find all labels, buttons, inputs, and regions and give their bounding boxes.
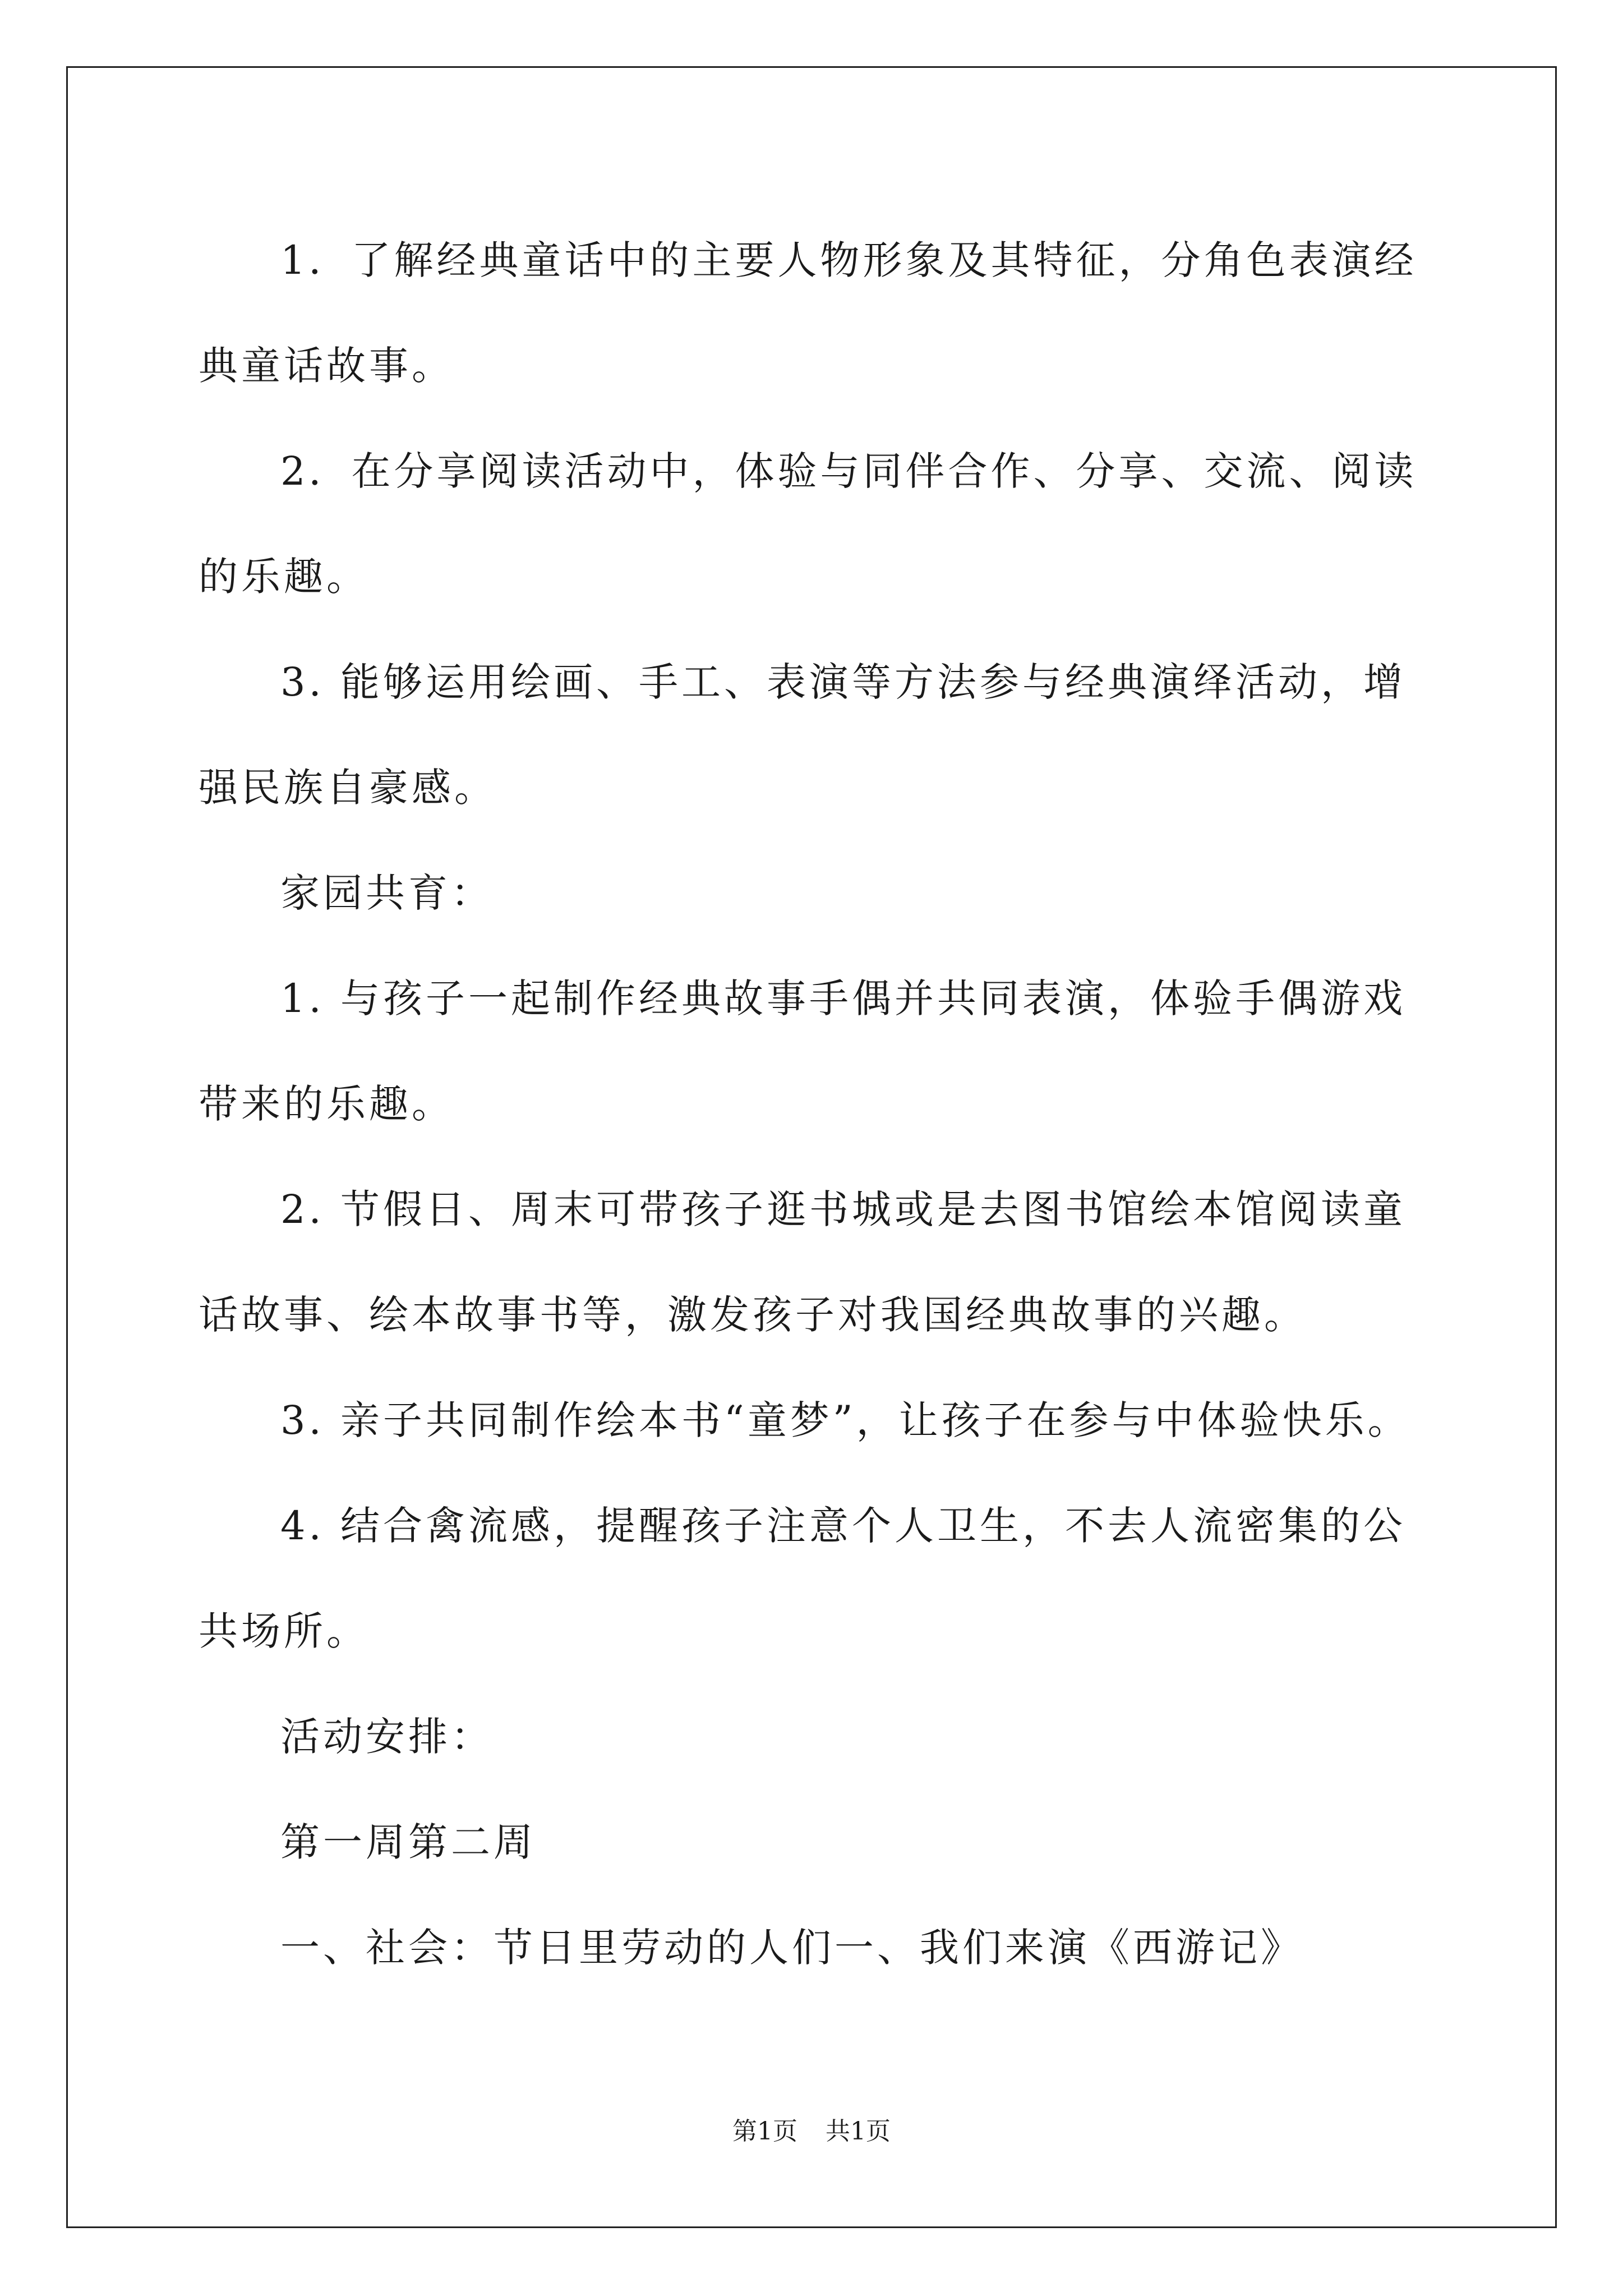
page-footer (0, 2115, 1623, 2148)
page-number: 第1页 (732, 2117, 797, 2146)
paragraph-weeks: 第一周第二周 (280, 1819, 536, 1865)
paragraph-goal-3: 3. 能够运用绘画、手工、表演等方法参与经典演绎活动，增强民族自豪感。 (199, 659, 1407, 811)
paragraph-activity-1: 一、社会：节日里劳动的人们一、我们来演《西游记》 (280, 1925, 1303, 1971)
paragraph-goal-2: 2．在分享阅读活动中，体验与同伴合作、分享、交流、阅读的乐趣。 (199, 448, 1417, 600)
paragraph-home-2: 2. 节假日、周末可带孩子逛书城或是去图书馆绘本馆阅读童话故事、绘本故事书等，激发孩子对我国经典故事的兴趣。 (199, 1186, 1407, 1338)
paragraph-goal-1: 1．了解经典童话中的主要人物形象及其特征，分角色表演经典童话故事。 (199, 237, 1417, 389)
section-heading-activities: 活动安排： (280, 1714, 494, 1760)
section-heading-home-school: 家园共育： (280, 870, 494, 916)
paragraph-home-4: 4. 结合禽流感，提醒孩子注意个人卫生，不去人流密集的公共场所。 (199, 1503, 1407, 1654)
paragraph-home-1: 1. 与孩子一起制作经典故事手偶并共同表演，体验手偶游戏带来的乐趣。 (199, 976, 1407, 1127)
document-body (199, 208, 1427, 2000)
page-total: 共1页 (826, 2117, 891, 2146)
paragraph-home-3: 3. 亲子共同制作绘本书“童梦”，让孩子在参与中体验快乐。 (280, 1397, 1410, 1443)
